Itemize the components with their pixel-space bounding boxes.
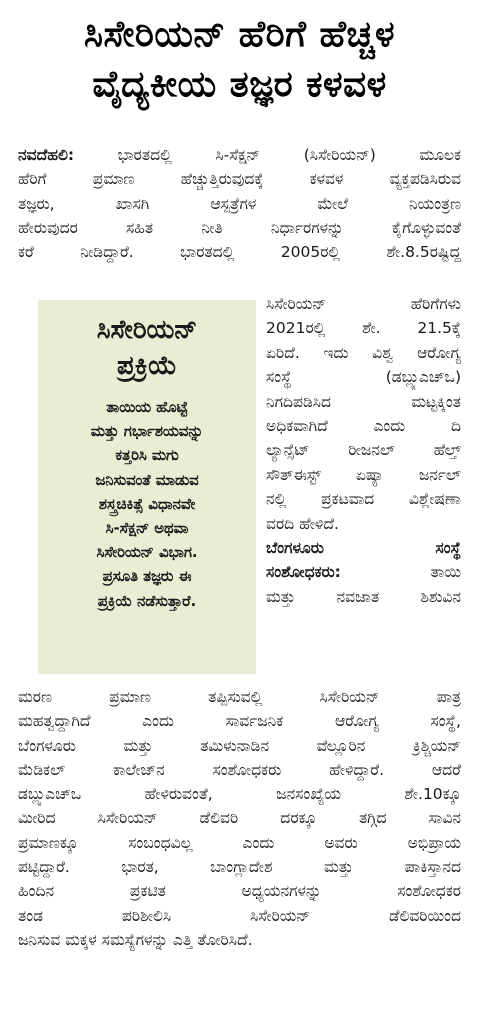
subhead: ಬೆಂಗಳೂರು ಸಂಸ್ಥೆ: [266, 539, 461, 558]
sidebar-title-line: ಪ್ರಕ್ರಿಯೆ: [117, 351, 177, 381]
bottom-line: ಮಹತ್ವದ್ದಾಗಿದೆ ಎಂದು ಸಾರ್ವಜನಿಕ ಆರೋಗ್ಯ ಸಂಸ್ಥೆ,: [18, 712, 461, 731]
sidebar-box: [38, 300, 256, 674]
sidebar-line: ತಾಯಿಯ ಹೊಟ್ಟೆ: [106, 399, 188, 416]
column-line: ಅಧಿಕವಾಗಿದೆ ಎಂದು ದಿ: [266, 417, 461, 436]
bottom-line: ಜನಿಸುವ ಮಕ್ಕಳ ಸಮಸ್ಯೆಗಳನ್ನು ಎತ್ತಿ ತೋರಿಸಿದೆ.: [18, 930, 253, 949]
column-line: ಸೌತ್‌ಈಸ್ಟ್ ಏಷ್ಯಾ ಜರ್ನಲ್: [266, 465, 461, 484]
intro-paragraph: [18, 143, 461, 264]
bottom-line: ಪ್ರಮಾಣಕ್ಕೂ ಸಂಬಂಧವಿಲ್ಲ ಎಂದು ಅವರು ಅಭಿಪ್ರಾಯ: [18, 833, 461, 852]
subhead-line-2: [266, 560, 461, 584]
column-line: ಲ್ಯಾನ್ಸೆಟ್ ರೀಜನಲ್ ಹೆಲ್ತ್: [266, 441, 461, 460]
column-line: ಮತ್ತು ನವಜಾತ ಶಿಶುವಿನ: [266, 587, 461, 606]
sidebar-line: ಪ್ರಕ್ರಿಯೆ ನಡೆಸುತ್ತಾರೆ.: [97, 592, 197, 610]
sidebar-line: ಪ್ರಸೂತಿ ತಜ್ಞರು ಈ: [102, 568, 192, 586]
intro-line: ಕರೆ ನೀಡಿದ್ದಾರೆ. ಭಾರತದಲ್ಲಿ 2005ರಲ್ಲಿ ಶೇ.8.5ರಷ್ಟಿದ್ದ: [18, 243, 461, 262]
sidebar-line: ಕತ್ತರಿಸಿ ಮಗು: [115, 447, 179, 465]
dateline: ನವದೆಹಲಿ:: [18, 146, 75, 164]
column-line: 2021ರಲ್ಲಿ ಶೇ. 21.5ಕ್ಕೆ: [266, 319, 461, 338]
bottom-paragraph: [18, 685, 461, 952]
sidebar-title-line: ಸಿಸೇರಿಯನ್: [96, 315, 198, 345]
bottom-line: ಡಬ್ಲ್ಯುಎಚ್‌ಒ ಹೇಳಿರುವಂತೆ, ಜನಸಂಖ್ಯೆಯ ಶೇ.10ಕ್ಕೂ: [18, 785, 461, 804]
column-line: ನಲ್ಲಿ ಪ್ರಕಟವಾದ ವಿಶ್ಲೇಷಣಾ: [266, 490, 461, 509]
sidebar-line: ಸಿ-ಸೆಕ್ಷನ್ ಅಥವಾ: [105, 520, 189, 538]
sidebar-line: ಜನಿಸುವಂತೆ ಮಾಡುವ: [95, 471, 199, 489]
bottom-line: ತಂಡ ಪರಿಶೀಲಿಸಿ ಸಿಸೇರಿಯನ್ ಡೆಲಿವರಿಯಿಂದ: [18, 906, 461, 925]
sidebar-line: ಶಸ್ತ್ರಚಿಕಿತ್ಸೆ ವಿಧಾನವೇ: [98, 495, 196, 513]
subhead-continued: ಸಂಶೋಧಕರು:: [266, 563, 341, 582]
headline-line-1: ಸಿಸೇರಿಯನ್ ಹೆರಿಗೆ ಹೆಚ್ಚಳ: [83, 14, 396, 55]
bottom-line: ಮೆಡಿಕಲ್ ಕಾಲೇಜ್‌ನ ಸಂಶೋಧಕರು ಹೇಳಿದ್ದಾರೆ. ಆದರೆ: [18, 760, 461, 779]
column-line: ನಿಗದಿಪಡಿಸಿದ ಮಟ್ಟಕ್ಕಿಂತ: [266, 392, 461, 411]
headline-line-2: ವೈದ್ಯಕೀಯ ತಜ್ಞರ ಕಳವಳ: [92, 64, 387, 105]
bottom-line: ಪಟ್ಟಿದ್ದಾರೆ. ಭಾರತ, ಬಾಂಗ್ಲಾದೇಶ ಮತ್ತು ಪಾಕಿಸ್ತಾನದ: [18, 858, 461, 877]
bottom-line: ಮೀರಿದ ಸಿಸೇರಿಯನ್ ಡೆಲಿವರಿ ದರಕ್ಕೂ ತಗ್ಗಿದ ಸಾವಿನ: [18, 809, 461, 828]
column-line: ಸಿಸೇರಿಯನ್ ಹೆರಿಗೆಗಳು: [266, 295, 461, 313]
right-column: [266, 292, 461, 609]
column-line: ವರದಿ ಹೇಳಿದೆ.: [266, 514, 339, 533]
column-text: ತಾಯಿ: [340, 563, 461, 582]
sidebar-title: [38, 312, 256, 384]
intro-line: ಹೇರುವುದರ ಸಹಿತ ನೀತಿ ನಿರ್ಧಾರಗಳನ್ನು ಕೈಗೊಳ್ಳುವಂತೆ: [18, 218, 461, 237]
bottom-line: ಮರಣ ಪ್ರಮಾಣ ತಪ್ಪಿಸುವಲ್ಲಿ ಸಿಸೇರಿಯನ್ ಪಾತ್ರ: [18, 688, 461, 706]
bottom-line: ಬೆಂಗಳೂರು ಮತ್ತು ತಮಿಳುನಾಡಿನ ವೆಲ್ಲೂರಿನ ಕ್ರಿಶ್ಚಿಯನ್: [18, 736, 461, 755]
column-line: ಸಂಸ್ಥೆ (ಡಬ್ಲ್ಯುಎಚ್‌ಒ): [266, 368, 461, 387]
bottom-line: ಹಿಂದಿನ ಪ್ರಕಟಿತ ಅಧ್ಯಯನಗಳನ್ನು ಸಂಶೋಧಕರ: [18, 882, 461, 901]
intro-line: ತಜ್ಞರು, ಖಾಸಗಿ ಆಸ್ಪತ್ರೆಗಳ ಮೇಲೆ ನಿಯಂತ್ರಣ: [18, 194, 461, 213]
intro-line: ಹೆರಿಗೆ ಪ್ರಮಾಣ ಹೆಚ್ಚುತ್ತಿರುವುದಕ್ಕೆ ಕಳವಳ ವ್ಯಕ್ತಪಡಿಸಿರುವ: [18, 170, 461, 189]
intro-line: [18, 143, 461, 167]
column-line: ಏರಿದೆ. ಇದು ವಿಶ್ವ ಆರೋಗ್ಯ: [266, 343, 461, 362]
sidebar-line: ಮತ್ತು ಗರ್ಭಾಶಯವನ್ನು: [90, 423, 204, 441]
sidebar-body: [38, 396, 256, 614]
intro-line-1-text: ಭಾರತದಲ್ಲಿ ಸಿ-ಸೆಕ್ಷನ್ (ಸಿಸೇರಿಯನ್) ಮೂಲಕ: [74, 146, 461, 164]
sidebar-line: ಸಿಸೇರಿಯನ್ ವಿಭಾಗ.: [96, 544, 198, 562]
